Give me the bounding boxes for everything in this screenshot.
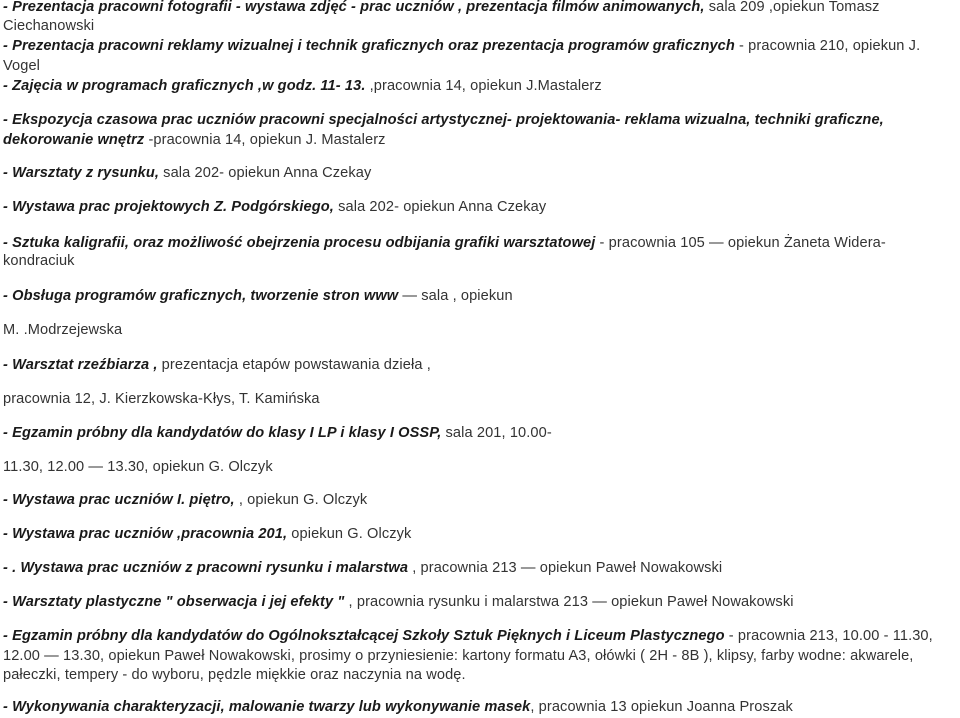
item-detail: sala 202- opiekun Anna Czekay [333,199,547,215]
item-title: - Warsztaty z rysunku, [3,165,160,181]
paragraph-design-exhibition [3,197,958,218]
item-detail: sala 201, 10.00- [441,425,552,441]
item-detail: Ciechanowski [3,18,95,34]
paragraph-advertising-presentation [3,36,958,57]
paragraph-art-school-exam [3,626,958,647]
item-title: - Wykonywania charakteryzacji, malowanie twarzy lub wykonywanie masek [3,699,531,715]
item-title: - Sztuka kaligrafii, oraz możliwość obejrzenia procesu odbijania grafiki warsztatowej [3,235,596,251]
item-detail: , pracownia 213 — opiekun Paweł Nowakowski [408,560,723,576]
item-title: dekorowanie wnętrz [3,132,145,148]
item-title: - Wystawa prac projektowych Z. Podgórskiego, [3,199,334,215]
paragraph-graphic-programs [3,76,958,97]
item-detail: sala 202- opiekun Anna Czekay [159,165,372,181]
item-detail: — sala , opiekun [398,288,513,304]
item-detail: , opiekun G. Olczyk [234,492,368,508]
item-detail: , pracownia 13 opiekun Joanna Proszak [530,699,793,715]
paragraph-makeup-workshop [3,697,958,718]
item-detail: - pracownia 105 — opiekun Żaneta Widera- [595,235,886,251]
item-title: - Egzamin próbny dla kandydatów do klasy I LP i klasy I OSSP, [3,425,442,441]
item-title: - Egzamin próbny dla kandydatów do Ogólnokształcącej Szkoły Sztuk Pięknych i Liceum Plastycznego [3,628,725,644]
paragraph-exhibition [3,110,958,131]
item-detail: pracownia 12, J. Kierzkowska-Kłys, T. Kamińska [3,391,320,407]
item-detail: - pracownia 213, 10.00 - 11.30, [724,628,933,644]
item-detail: - pracownia 210, opiekun J. [734,38,921,54]
paragraph-trial-exam [3,423,958,444]
item-title: - Prezentacja pracowni fotografii - wystawa zdjęć - prac uczniów , prezentacja filmów animowanych, [3,0,705,15]
item-title: - Wystawa prac uczniów ,pracownia 201, [3,526,288,542]
paragraph-exhibition-cont [3,130,958,151]
item-detail: 11.30, 12.00 — 13.30, opiekun G. Olczyk [3,459,273,475]
item-title: - Prezentacja pracowni reklamy wizualnej i technik graficznych oraz prezentacja programów graficznych [3,38,735,54]
paragraph-calligraphy-cont [3,251,958,272]
item-detail: -pracownia 14, opiekun J. Mastalerz [144,132,386,148]
item-detail: opiekun G. Olczyk [287,526,412,542]
item-title: - Wystawa prac uczniów I. piętro, [3,492,235,508]
item-title: - Warsztaty plastyczne " obserwacja i jej efekty " [3,594,345,610]
paragraph-art-school-exam-cont [3,646,958,667]
item-detail: Vogel [3,58,41,74]
paragraph-drawing-workshop [3,163,958,184]
item-title: - . Wystawa prac uczniów z pracowni rysunku i malarstwa [3,560,409,576]
item-detail: ,pracownia 14, opiekun J.Mastalerz [365,78,602,94]
paragraph-trial-exam-cont [3,457,958,478]
item-detail: , pracownia rysunku i malarstwa 213 — opiekun Paweł Nowakowski [344,594,794,610]
paragraph-sculpture-workshop [3,355,958,376]
item-title: - Warsztat rzeźbiarza , [3,357,158,373]
item-title: - Ekspozycja czasowa prac uczniów pracowni specjalności artystycznej- projektowania- reklama wizualna, techniki graficzne, [3,112,884,128]
paragraph-photo-presentation-cont [3,16,958,37]
paragraph-painting-exhibition [3,558,958,579]
paragraph-web-design-cont [3,320,958,341]
paragraph-sculpture-workshop-cont [3,389,958,410]
paragraph-room-201-exhibition [3,524,958,545]
item-title: - Zajęcia w programach graficznych ,w godz. 11- 13. [3,78,366,94]
item-title: - Obsługa programów graficznych, tworzenie stron www [3,288,399,304]
item-detail: sala 209 ,opiekun Tomasz [704,0,880,15]
paragraph-web-design [3,286,958,307]
item-detail: 12.00 — 13.30, opiekun Paweł Nowakowski, prosimy o przyniesienie: kartony formatu A3, ołówki ( 2H - 8B ), klipsy, farby wodne: akwarele, [3,648,914,664]
paragraph-art-workshop [3,592,958,613]
item-detail: pałeczki, tempery - do wyboru, pędzle miękkie oraz naczynia na wodę. [3,667,466,683]
item-detail: kondraciuk [3,253,75,269]
paragraph-advertising-presentation-cont [3,56,958,77]
item-detail: prezentacja etapów powstawania dzieła , [157,357,431,373]
paragraph-floor-exhibition [3,490,958,511]
item-detail: M. .Modrzejewska [3,322,123,338]
paragraph-photo-presentation [3,0,958,18]
paragraph-art-school-exam-cont2 [3,665,958,686]
